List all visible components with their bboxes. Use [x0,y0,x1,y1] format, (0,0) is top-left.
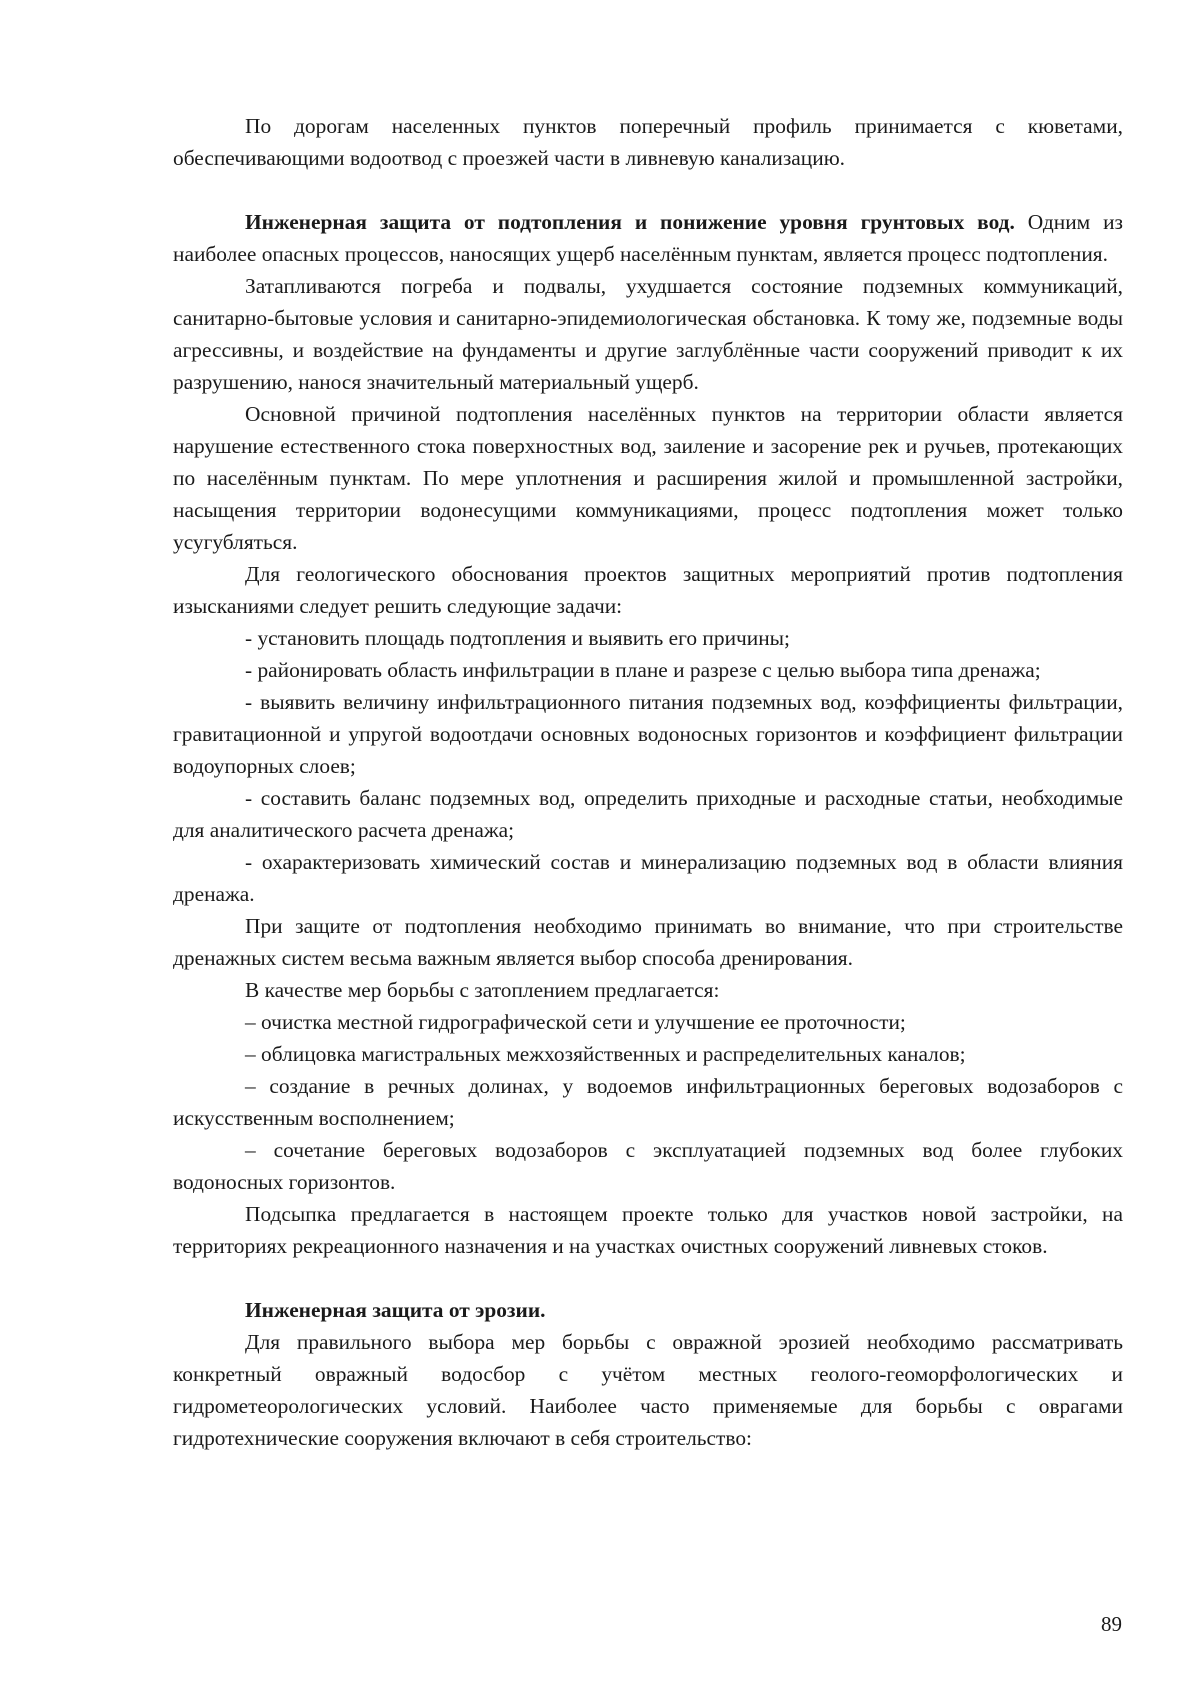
section-heading-erosion: Инженерная защита от эрозии. [245,1298,546,1322]
paragraph-geology-tasks: Для геологического обоснования проектов защитных мероприятий против подтопления изысканиями следует решить следующие задачи: [173,562,1123,618]
paragraph-flooding-cause: Основной причиной подтопления населённых пунктов на территории области является нарушение естественного стока поверхностных вод, заиление и засорение рек и ручьев, протекающих по населённым пунктам. По мере уплотнения и расширения жилой и промышленной застройки, насыщения территории водонесущими коммуникациями, процесс подтопления может только усугубляться. [173,402,1123,554]
paragraph-drainage-choice: При защите от подтопления необходимо принимать во внимание, что при строительстве дренажных систем весьма важным является выбор способа дренирования. [173,914,1123,970]
paragraph-measures-intro: В качестве мер борьбы с затоплением предлагается: [245,978,720,1002]
list-item: - охарактеризовать химический состав и минерализацию подземных вод в области влияния дренажа. [173,850,1123,906]
paragraph-backfill: Подсыпка предлагается в настоящем проекте только для участков новой застройки, на территориях рекреационного назначения и на участках очистных сооружений ливневых стоков. [173,1202,1123,1258]
paragraph-road-profile: По дорогам населенных пунктов поперечный профиль принимается с кюветами, обеспечивающими водоотвод с проезжей части в ливневую канализацию. [173,114,1123,170]
list-item: - районировать область инфильтрации в плане и разрезе с целью выбора типа дренажа; [245,658,1041,682]
list-item: – создание в речных долинах, у водоемов инфильтрационных береговых водозаборов с искусственным восполнением; [173,1074,1123,1130]
list-item: - установить площадь подтопления и выявить его причины; [245,626,790,650]
page-number: 89 [1101,1612,1122,1636]
section-intro-flooding: Одним из наиболее опасных процессов, наносящих ущерб населённым пунктам, является процесс подтопления. [173,210,1124,266]
spacer [173,174,1123,206]
section-flooding [173,206,1123,270]
paragraph-erosion: Для правильного выбора мер борьбы с овражной эрозией необходимо рассматривать конкретный овражный водосбор с учётом местных геолого-геоморфологических и гидрометеорологических условий. Наиболее часто применяемые для борьбы с оврагами гидротехнические сооружения включают в себя строительство: [173,1330,1123,1450]
document-page [173,110,1123,1454]
paragraph-flooding-effects: Затапливаются погреба и подвалы, ухудшается состояние подземных коммуникаций, санитарно-бытовые условия и санитарно-эпидемиологическая обстановка. К тому же, подземные воды агрессивны, и воздействие на фундаменты и другие заглублённые части сооружений приводит к их разрушению, нанося значительный материальный ущерб. [173,274,1123,394]
list-item: – облицовка магистральных межхозяйственных и распределительных каналов; [245,1042,966,1066]
list-item: – сочетание береговых водозаборов с эксплуатацией подземных вод более глубоких водоносных горизонтов. [173,1138,1123,1194]
list-item: – очистка местной гидрографической сети и улучшение ее проточности; [245,1010,906,1034]
list-item: - выявить величину инфильтрационного питания подземных вод, коэффициенты фильтрации, гравитационной и упругой водоотдачи основных водоносных горизонтов и коэффициент фильтрации водоупорных слоев; [173,690,1123,778]
section-heading-flooding: Инженерная защита от подтопления и понижение уровня грунтовых вод. [245,210,1015,234]
spacer [173,1262,1123,1294]
list-item: - составить баланс подземных вод, определить приходные и расходные статьи, необходимые для аналитического расчета дренажа; [173,786,1123,842]
